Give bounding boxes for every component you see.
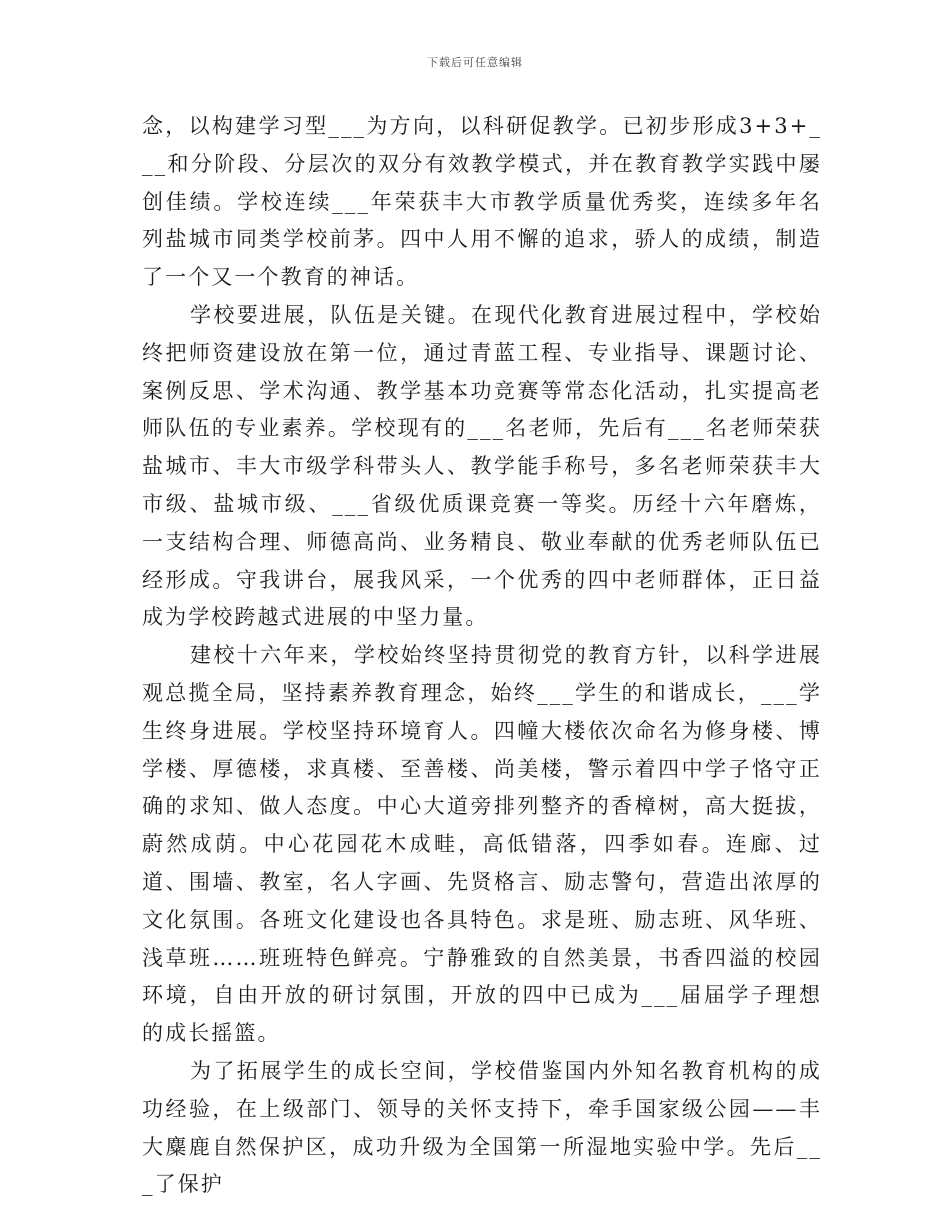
paragraph-2: 学校要进展，队伍是关键。在现代化教育进展过程中，学校始终把师资建设放在第一位，通过青蓝工程、专业指导、课题讨论、案例反思、学术沟通、教学基本功竞赛等常态化活动，扎实提高老师队伍的专业素养。学校现有的___名老师，先后有___名老师荣获盐城市、丰大市级学科带头人、教学能手称号，多名老师荣获丰大市级、盐城市级、___省级优质课竞赛一等奖。历经十六年磨炼，一支结构合理、师德高尚、业务精良、敬业奉献的优秀老师队伍已经形成。守我讲台，展我风采，一个优秀的四中老师群体，正日益成为学校跨越式进展的中坚力量。 (142, 302, 822, 630)
paragraph-3: 建校十六年来，学校始终坚持贯彻党的教育方针，以科学进展观总揽全局，坚持素养教育理念，始终___学生的和谐成长，___学生终身进展。学校坚持环境育人。四幢大楼依次命名为修身楼、博学楼、厚德楼，求真楼、至善楼、尚美楼，警示着四中学子恪守正确的求知、做人态度。中心大道旁排列整齐的香樟树，高大挺拔，蔚然成荫。中心花园花木成畦，高低错落，四季如春。连廊、过道、围墙、教室，名人字画、先贤格言、励志警句，营造出浓厚的文化氛围。各班文化建设也各具特色。求是班、励志班、风华班、浅草班……班班特色鲜亮。宁静雅致的自然美景，书香四溢的校园环境，自由开放的研讨氛围，开放的四中已成为___届届学子理想的成长摇篮。 (142, 643, 822, 1046)
paragraph-4: 为了拓展学生的成长空间，学校借鉴国内外知名教育机构的成功经验，在上级部门、领导的关怀支持下，牵手国家级公园——丰大麋鹿自然保护区，成功升级为全国第一所湿地实验中学。先后___了保护 (142, 1058, 822, 1197)
document-body (142, 108, 822, 1204)
page-header: 下载后可任意编辑 (427, 56, 523, 69)
paragraph-1: 念，以构建学习型___为方向，以科研促教学。已初步形成3+3+___和分阶段、分层次的双分有效教学模式，并在教育教学实践中屡创佳绩。学校连续___年荣获丰大市教学质量优秀奖，连续多年名列盐城市同类学校前茅。四中人用不懈的追求，骄人的成绩，制造了一个又一个教育的神话。 (142, 114, 822, 290)
